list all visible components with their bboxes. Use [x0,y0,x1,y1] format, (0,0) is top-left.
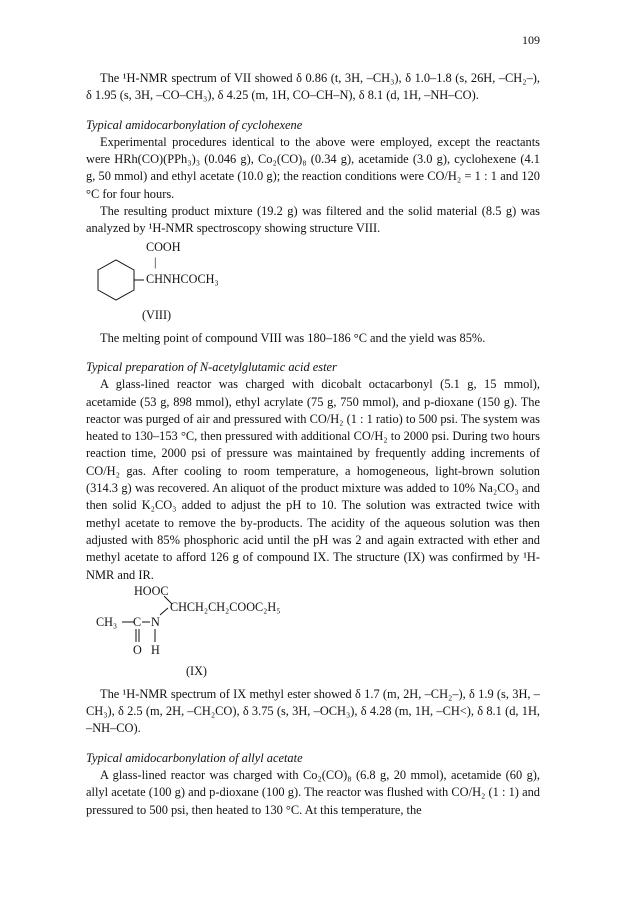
structure-ix-carbon: C [133,614,142,629]
paragraph-nmr-ix: The ¹H-NMR spectrum of IX methyl ester showed δ 1.7 (m, 2H, –CH₂–), δ 1.9 (s, 3H, –CH₃), δ 2.5 (m, 2H, –CH₂CO), δ 3.75 (s, 3H, –OCH₃), δ 4.28 (m, 1H, –CH<), δ 8.1 (d, 1H, –NH–CO). [86,686,540,736]
structure-ix-nitrogen: N [151,614,160,629]
paragraph-cyclohexene-procedure: Experimental procedures identical to the above were employed, except the reactants were HRh(CO)(PPh₃)₃ (0.046 g), Co₂(CO)₈ (0.34 g), acetamide (3.0 g), cyclohexene (4.1 g, 50 mmol) and ethyl acetate (10.0 g); the reaction conditions were CO/H₂ = 1 : 1 and 120 °C for four hours. [86,134,540,201]
paragraph-allyl-procedure: A glass-lined reactor was charged with Co₂(CO)₈ (6.8 g, 20 mmol), acetamide (60 g), allyl acetate (100 g) and p-dioxane (100 g). The reactor was flushed with CO/H₂ (1 : 1) and pressured to 500 psi, then heated to 130 °C. At this temperature, the [86,768,540,817]
structure-viii-cooh: COOH [146,239,181,254]
structure-viii-label: (VIII) [142,307,172,322]
structure-ix-hooc: HOOC [134,583,169,598]
page-content [86,70,540,819]
structure-ix-label: (IX) [186,663,207,678]
structure-ix-oxygen: O [133,642,142,657]
structure-ix-hydrogen: H [151,642,160,657]
paragraph-glutamic-procedure: A glass-lined reactor was charged with dicobalt octacarbonyl (5.1 g, 15 mmol), acetamide (53 g, 898 mmol), ethyl acrylate (75 g, 750 mmol), and p-dioxane (150 g). The reactor was purged of air and pressured with CO/H₂ (1 : 1 ratio) to 500 psi. The system was heated to 130–153 °C, then pressured with additional CO/H₂ to 2000 psi. During two hours reaction time, 2000 psi of pressure was maintained by frequently adding increments of CO/H₂ gas. After cooling to room temperature, a homogeneous, light-brown solution (314.3 g) was recovered. An aliquot of the product mixture was added to 10% Na₂CO₃ and then solid K₂CO₃ added to adjust the pH to 10. The solution was extracted twice with methyl acetate to remove the by-products. The acidity of the aqueous solution was then adjusted with 85% phosphoric acid until the pH was 2 and again extracted with ether and methyl acetate to afford 126 g of compound IX. The structure (IX) was confirmed by ¹H-NMR and IR. [86,377,540,582]
structure-ix [86,584,540,680]
structure-ix-chain: CHCH₂CH₂COOC₂H₅ [170,599,281,614]
heading-cyclohexene: Typical amidocarbonylation of cyclohexene [86,117,303,132]
paragraph-nmr-vii: The ¹H-NMR spectrum of VII showed δ 0.86 (t, 3H, –CH₃), δ 1.0–1.8 (s, 26H, –CH₂–), δ 1.95 (s, 3H, –CO–CH₃), δ 4.25 (m, 1H, CO–CH–N), δ 8.1 (d, 1H, –NH–CO). [86,71,540,103]
paragraph-cyclohexene-product: The resulting product mixture (19.2 g) was filtered and the solid material (8.5 g) was analyzed by ¹H-NMR spectroscopy showing structure VIII. [86,204,540,236]
structure-viii [86,238,540,324]
structure-viii-bond: | [154,254,157,269]
heading-glutamic-ester: Typical preparation of N-acetylglutamic acid ester [86,359,337,374]
heading-allyl-acetate: Typical amidocarbonylation of allyl acetate [86,750,303,765]
paragraph-melting-point: The melting point of compound VIII was 180–186 °C and the yield was 85%. [100,330,486,345]
page-number: 109 [522,33,540,47]
structure-ix-ch3: CH₃ [96,614,118,629]
structure-viii-chain: CHNHCOCH₃ [146,271,219,286]
